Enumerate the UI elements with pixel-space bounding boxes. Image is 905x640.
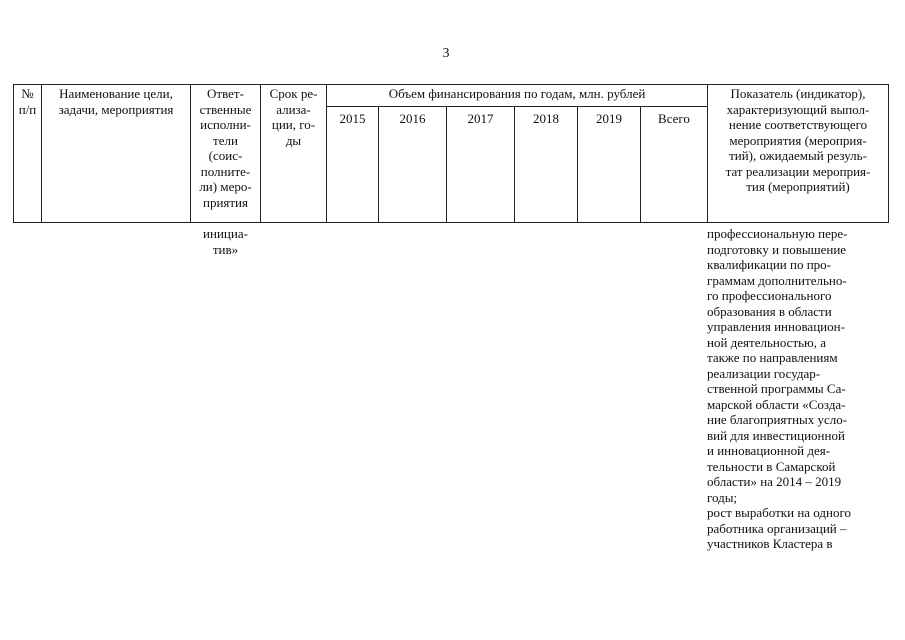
header-year-2016: 2016 [399,111,426,126]
col-border-6 [888,84,889,223]
header-year-2017: 2017 [467,111,494,126]
years-row-top-border [326,106,708,107]
header-top-border [13,84,889,85]
header-name: Наименование цели, задачи, мероприятия [58,86,174,117]
header-bottom-border [13,222,889,223]
header-funding: Объем финансирования по годам, млн. рублей [388,86,646,101]
col-border-4 [326,84,327,223]
header-indicator: Показатель (индикатор), характеризующий выпол- нение соответствующего мероприятия (мероприя- тий), ожидаемый резуль- тат реализации мероприя- тия (мероприятий) [725,86,871,194]
header-year-2015: 2015 [339,111,366,126]
responsible-continuation: инициа- тив» [203,226,248,257]
header-num: № п/п [18,86,37,117]
header-term: Срок ре- ализа- ции, го- ды [269,86,318,148]
header-total: Всего [658,111,690,126]
header-responsible: Ответ- ственные исполни- тели (соис- полните- ли) меро- приятия [199,86,252,210]
page-number: 3 [442,46,450,61]
indicator-continuation: профессиональную пере- подготовку и повышение квалификации по про- граммам дополнительно- го профессионального образования в области управления инновацион- ной деятельностью, а также по направлениям реализации государ- ственной программы Са- марской области «Созда- ние благоприятных усло- вий для инвестиционной и инновационной дея- тельности в Самарской области» на 2014 – 2019 годы; рост выработки на одного работника организаций – участников Кластера в [707,226,851,551]
header-year-2018: 2018 [533,111,559,126]
header-year-2019: 2019 [596,111,622,126]
